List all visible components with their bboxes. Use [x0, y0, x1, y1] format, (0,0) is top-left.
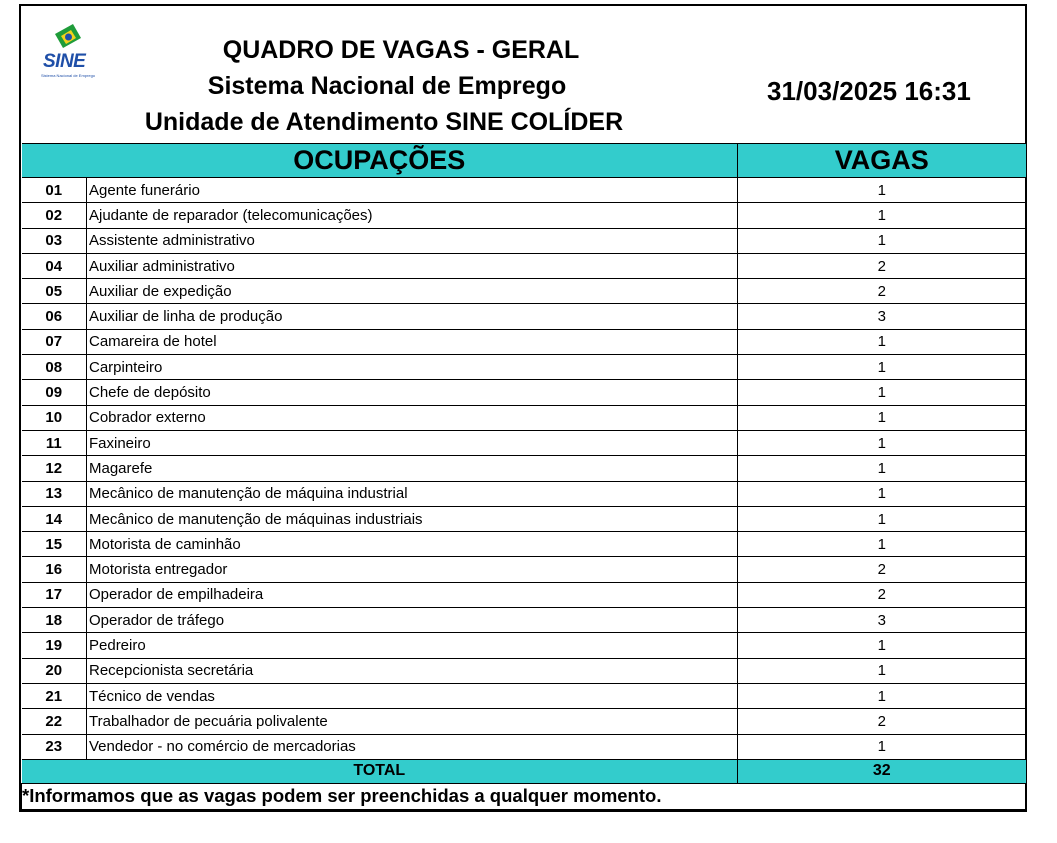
occupation-cell: Operador de empilhadeira	[87, 582, 738, 607]
row-number: 05	[22, 279, 87, 304]
vacancies-cell: 1	[738, 329, 1026, 354]
logo-subtitle: Sistema Nacional de Emprego	[41, 73, 96, 78]
vacancies-cell: 2	[738, 253, 1026, 278]
report-datetime: 31/03/2025 16:31	[767, 76, 971, 106]
table-row	[22, 481, 1026, 506]
vacancies-cell: 1	[738, 228, 1026, 253]
vacancies-cell: 1	[738, 203, 1026, 228]
occupation-cell: Técnico de vendas	[87, 683, 738, 708]
table-row	[22, 228, 1026, 253]
vacancies-cell: 1	[738, 658, 1026, 683]
table-row	[22, 355, 1026, 380]
occupation-cell: Chefe de depósito	[87, 380, 738, 405]
table-row	[22, 279, 1026, 304]
vacancy-table	[21, 143, 1026, 810]
vacancies-cell: 1	[738, 683, 1026, 708]
occupation-cell: Auxiliar de expedição	[87, 279, 738, 304]
row-number: 04	[22, 253, 87, 278]
footer-note-row	[22, 783, 1026, 809]
table-row	[22, 683, 1026, 708]
vacancies-cell: 1	[738, 430, 1026, 455]
row-number: 21	[22, 683, 87, 708]
vacancies-cell: 1	[738, 506, 1026, 531]
row-number: 23	[22, 734, 87, 759]
row-number: 18	[22, 608, 87, 633]
unit-name: Unidade de Atendimento SINE COLÍDER	[144, 108, 624, 136]
table-row	[22, 557, 1026, 582]
sheet-header	[21, 6, 1025, 143]
occupation-cell: Ajudante de reparador (telecomunicações)	[87, 203, 738, 228]
total-label: TOTAL	[22, 759, 738, 783]
table-row	[22, 506, 1026, 531]
occupation-cell: Mecânico de manutenção de máquinas industriais	[87, 506, 738, 531]
flag-emblem-icon	[51, 24, 91, 54]
table-row	[22, 608, 1026, 633]
vacancies-cell: 1	[738, 380, 1026, 405]
table-row	[22, 633, 1026, 658]
vacancies-cell: 1	[738, 633, 1026, 658]
occupation-cell: Recepcionista secretária	[87, 658, 738, 683]
table-row	[22, 430, 1026, 455]
row-number: 10	[22, 405, 87, 430]
row-number: 19	[22, 633, 87, 658]
vacancies-cell: 3	[738, 608, 1026, 633]
vacancies-cell: 1	[738, 481, 1026, 506]
vacancies-cell: 1	[738, 532, 1026, 557]
vacancies-cell: 1	[738, 178, 1026, 203]
row-number: 20	[22, 658, 87, 683]
sine-logo	[39, 24, 105, 86]
row-number: 14	[22, 506, 87, 531]
occupation-cell: Mecânico de manutenção de máquina industrial	[87, 481, 738, 506]
table-row	[22, 709, 1026, 734]
total-row	[22, 759, 1026, 783]
table-row	[22, 456, 1026, 481]
occupation-cell: Faxineiro	[87, 430, 738, 455]
row-number: 12	[22, 456, 87, 481]
table-header-row	[22, 144, 1026, 178]
table-row	[22, 405, 1026, 430]
table-row	[22, 178, 1026, 203]
occupation-cell: Assistente administrativo	[87, 228, 738, 253]
occupation-cell: Trabalhador de pecuária polivalente	[87, 709, 738, 734]
occupation-cell: Auxiliar de linha de produção	[87, 304, 738, 329]
table-body	[22, 178, 1026, 760]
occupation-cell: Magarefe	[87, 456, 738, 481]
row-number: 17	[22, 582, 87, 607]
page-title: QUADRO DE VAGAS - GERAL	[222, 36, 580, 64]
vacancies-cell: 3	[738, 304, 1026, 329]
row-number: 02	[22, 203, 87, 228]
row-number: 06	[22, 304, 87, 329]
occupation-cell: Motorista entregador	[87, 557, 738, 582]
footer-note: *Informamos que as vagas podem ser preenchidas a qualquer momento.	[22, 783, 1026, 809]
occupation-cell: Operador de tráfego	[87, 608, 738, 633]
table-row	[22, 203, 1026, 228]
row-number: 03	[22, 228, 87, 253]
vacancies-cell: 1	[738, 734, 1026, 759]
occupation-cell: Motorista de caminhão	[87, 532, 738, 557]
row-number: 01	[22, 178, 87, 203]
occupation-cell: Pedreiro	[87, 633, 738, 658]
table-row	[22, 582, 1026, 607]
table-row	[22, 329, 1026, 354]
column-header-vacancies: VAGAS	[738, 144, 1026, 178]
table-row	[22, 304, 1026, 329]
vacancies-cell: 2	[738, 279, 1026, 304]
row-number: 11	[22, 430, 87, 455]
occupation-cell: Auxiliar administrativo	[87, 253, 738, 278]
system-name: Sistema Nacional de Emprego	[207, 72, 567, 100]
row-number: 09	[22, 380, 87, 405]
table-row	[22, 253, 1026, 278]
row-number: 15	[22, 532, 87, 557]
total-value: 32	[738, 759, 1026, 783]
table-row	[22, 658, 1026, 683]
vacancies-cell: 1	[738, 355, 1026, 380]
occupation-cell: Camareira de hotel	[87, 329, 738, 354]
vacancies-cell: 2	[738, 557, 1026, 582]
logo-text: SINE	[43, 51, 86, 72]
vacancies-cell: 2	[738, 582, 1026, 607]
table-row	[22, 380, 1026, 405]
row-number: 22	[22, 709, 87, 734]
column-header-occupations: OCUPAÇÕES	[22, 144, 738, 178]
vacancies-cell: 1	[738, 405, 1026, 430]
row-number: 16	[22, 557, 87, 582]
vacancies-cell: 1	[738, 456, 1026, 481]
vacancy-sheet	[19, 4, 1027, 812]
vacancies-cell: 2	[738, 709, 1026, 734]
row-number: 13	[22, 481, 87, 506]
occupation-cell: Agente funerário	[87, 178, 738, 203]
table-row	[22, 734, 1026, 759]
row-number: 07	[22, 329, 87, 354]
table-row	[22, 532, 1026, 557]
row-number: 08	[22, 355, 87, 380]
occupation-cell: Vendedor - no comércio de mercadorias	[87, 734, 738, 759]
occupation-cell: Carpinteiro	[87, 355, 738, 380]
occupation-cell: Cobrador externo	[87, 405, 738, 430]
